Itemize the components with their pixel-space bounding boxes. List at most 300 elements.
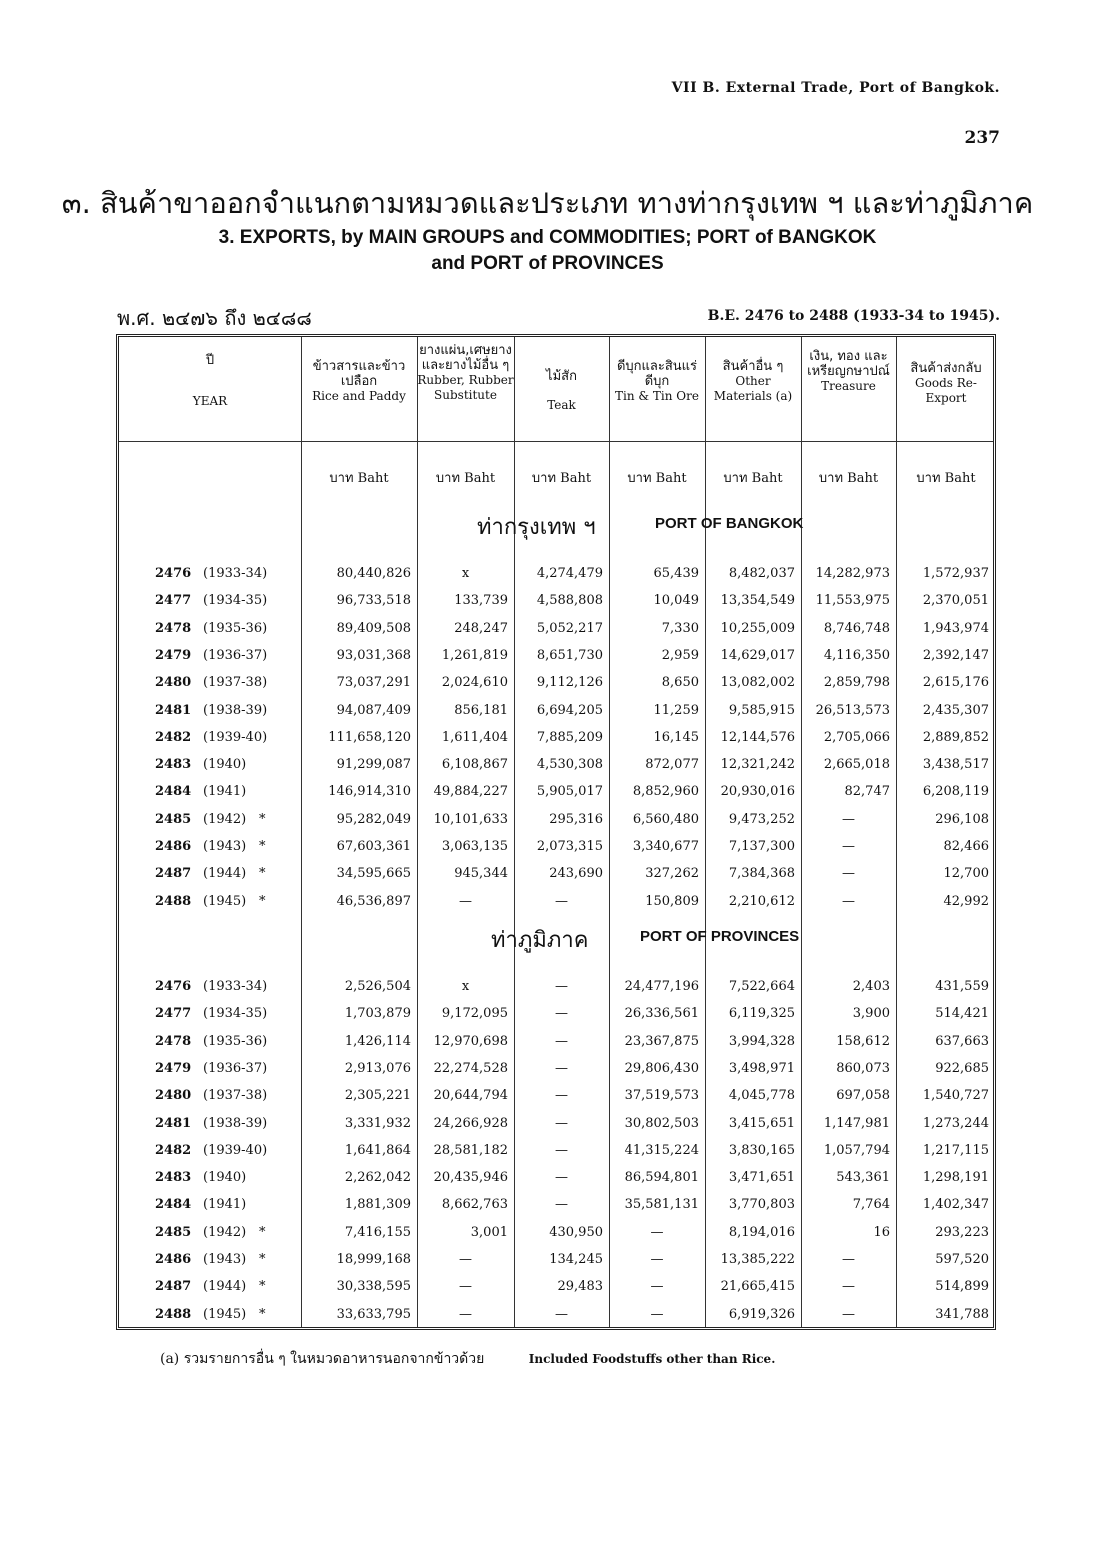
value-cell: 93,031,368 [336, 647, 411, 663]
year-ce-cell: (1934-35) [203, 1006, 268, 1022]
value-cell: 872,077 [645, 757, 699, 773]
year-be-cell: 2484 [155, 1197, 192, 1213]
footnote [160, 1348, 775, 1370]
value-cell: 1,943,974 [922, 620, 989, 636]
value-cell: 1,402,347 [922, 1197, 989, 1213]
section-title-english: PORT OF PROVINCES [640, 928, 800, 945]
year-be-cell: 2480 [155, 1088, 192, 1104]
value-cell: 89,409,508 [336, 620, 411, 636]
value-cell: 341,788 [935, 1306, 989, 1322]
value-cell: 2,262,042 [344, 1170, 411, 1186]
col-header-english: YEAR [192, 394, 228, 408]
year-ce-cell: (1936-37) [203, 1060, 268, 1076]
table-row [119, 1002, 999, 1029]
value-cell: 3,001 [470, 1224, 508, 1240]
value-cell: 11,259 [653, 702, 699, 718]
year-ce-cell: (1936-37) [203, 647, 268, 663]
value-cell: 7,384,368 [728, 866, 795, 882]
value-cell: 10,101,633 [433, 811, 508, 827]
value-cell: 1,147,981 [823, 1115, 890, 1131]
col-header-english: Treasure [821, 379, 876, 393]
value-cell: 13,385,222 [720, 1252, 795, 1267]
value-cell: 8,482,037 [728, 566, 795, 581]
col-header-thai: ปี [205, 353, 215, 368]
value-cell: — [555, 1306, 568, 1322]
value-cell: 2,959 [661, 647, 699, 663]
table-row [119, 780, 999, 807]
year-ce-cell: (1942) [203, 811, 247, 827]
value-cell: 6,108,867 [441, 757, 508, 773]
value-cell: 1,426,114 [344, 1033, 411, 1049]
value-cell: 3,471,651 [728, 1170, 795, 1186]
value-cell: 6,208,119 [922, 784, 989, 800]
value-cell: x [461, 566, 470, 581]
value-cell: 4,274,479 [536, 566, 603, 581]
year-ce-cell: (1933-34) [203, 979, 268, 994]
table-row [119, 617, 999, 644]
period-thai: พ.ศ. ๒๔๗๖ ถึง ๒๔๘๘ [117, 306, 312, 330]
value-cell: 2,305,221 [344, 1088, 411, 1104]
value-cell: x [461, 979, 470, 994]
title-english-line1: 3. EXPORTS, by MAIN GROUPS and COMMODITIES; PORT of BANGKOK [218, 227, 877, 248]
footnote-mark-cell: * [259, 893, 266, 909]
year-be-cell: 2487 [155, 1279, 192, 1295]
value-cell: 146,914,310 [328, 784, 411, 800]
value-cell: 8,651,730 [536, 647, 603, 663]
period-english: B.E. 2476 to 2488 (1933-34 to 1945). [707, 308, 1000, 324]
year-be-cell: 2476 [155, 979, 192, 994]
year-be-cell: 2478 [155, 620, 192, 636]
col-header-english: Tin & Tin Ore [615, 389, 699, 403]
value-cell: 3,770,803 [728, 1197, 795, 1213]
year-ce-cell: (1937-38) [203, 675, 268, 691]
value-cell: 6,694,205 [536, 702, 603, 718]
col-header-english: Rice and Paddy [312, 389, 406, 403]
year-ce-cell: (1938-39) [203, 702, 268, 718]
value-cell: 2,665,018 [823, 757, 890, 773]
unit-label: บาท Baht [329, 471, 389, 486]
value-cell: 7,416,155 [344, 1224, 411, 1240]
value-cell: — [842, 839, 855, 854]
value-cell: 10,049 [653, 593, 699, 609]
value-cell: — [555, 893, 568, 909]
value-cell: 5,052,217 [536, 620, 603, 636]
value-cell: 28,581,182 [433, 1142, 508, 1158]
value-cell: 431,559 [935, 979, 989, 994]
value-cell: 2,913,076 [344, 1060, 411, 1076]
value-cell: 2,889,852 [922, 729, 989, 745]
value-cell: 34,595,665 [336, 866, 411, 882]
value-cell: — [650, 1252, 664, 1267]
value-cell: 4,530,308 [536, 757, 603, 773]
col-header-other [705, 359, 801, 404]
section-title-bangkok [119, 509, 999, 539]
col-header-rice [301, 359, 417, 404]
year-ce-cell: (1945) [203, 893, 247, 909]
year-be-cell: 2478 [155, 1033, 192, 1049]
value-cell: 3,331,932 [344, 1115, 411, 1131]
col-header-year [119, 353, 301, 409]
value-cell: 3,994,328 [728, 1033, 795, 1049]
col-header-thai: ข้าวสารและข้าวเปลือก [312, 359, 406, 389]
year-be-cell: 2484 [155, 784, 192, 800]
value-cell: 3,498,971 [728, 1060, 795, 1076]
col-header-tin [609, 359, 705, 404]
year-be-cell: 2481 [155, 702, 192, 718]
value-cell: 248,247 [454, 620, 508, 636]
value-cell: 37,519,573 [624, 1088, 699, 1104]
value-cell: 7,137,300 [728, 839, 795, 854]
value-cell: 1,611,404 [441, 729, 508, 745]
value-cell: 20,435,946 [433, 1170, 508, 1186]
value-cell: 26,513,573 [815, 702, 890, 718]
title-english [0, 225, 1095, 277]
year-be-cell: 2479 [155, 1060, 192, 1076]
value-cell: — [555, 1033, 568, 1049]
value-cell: 42,992 [943, 893, 989, 909]
value-cell: 2,073,315 [536, 839, 603, 854]
col-header-thai: ยางแผ่น,เศษยางและยางไม้อื่น ๆ [419, 343, 512, 373]
value-cell: 21,665,415 [720, 1279, 795, 1295]
year-be-cell: 2483 [155, 1170, 192, 1186]
unit-label: บาท Baht [435, 471, 496, 486]
footnote-english: Included Foodstuffs other than Rice. [528, 1352, 776, 1366]
value-cell: 80,440,826 [336, 566, 411, 581]
value-cell: 82,466 [943, 839, 989, 854]
col-header-thai: เงิน, ทอง และเหรียญกษาปณ์ [807, 349, 890, 379]
year-ce-cell: (1937-38) [203, 1088, 268, 1104]
value-cell: 597,520 [935, 1252, 989, 1267]
year-ce-cell: (1935-36) [203, 1033, 268, 1049]
value-cell: 12,970,698 [433, 1033, 508, 1049]
value-cell: 922,685 [935, 1060, 989, 1076]
value-cell: 82,747 [844, 784, 890, 800]
value-cell: 22,274,528 [433, 1060, 508, 1076]
title-english-line2: and PORT of PROVINCES [431, 253, 664, 274]
table-row [119, 1248, 999, 1275]
value-cell: 543,361 [836, 1170, 890, 1186]
value-cell: 6,560,480 [632, 811, 699, 827]
table-row [119, 1084, 999, 1111]
value-cell: — [555, 1115, 568, 1131]
value-cell: 8,194,016 [728, 1224, 795, 1240]
value-cell: 13,082,002 [720, 675, 795, 691]
footnote-mark-cell: * [259, 1306, 266, 1322]
unit-label: บาท Baht [723, 471, 783, 486]
value-cell: 8,650 [661, 675, 699, 691]
value-cell: 9,585,915 [728, 702, 795, 718]
value-cell: — [842, 1252, 855, 1267]
value-cell: 1,641,864 [344, 1142, 411, 1158]
value-cell: 20,930,016 [720, 784, 795, 800]
value-cell: 296,108 [935, 811, 989, 827]
footnote-mark-cell: * [259, 1252, 266, 1267]
year-be-cell: 2487 [155, 866, 192, 882]
year-be-cell: 2480 [155, 675, 192, 691]
value-cell: 8,662,763 [441, 1197, 508, 1213]
year-be-cell: 2479 [155, 647, 192, 663]
year-be-cell: 2486 [155, 1252, 192, 1267]
value-cell: 514,421 [935, 1006, 989, 1022]
value-cell: 1,217,115 [922, 1142, 989, 1158]
value-cell: 29,806,430 [624, 1060, 699, 1076]
value-cell: 430,950 [549, 1224, 603, 1240]
value-cell: 2,210,612 [728, 893, 795, 909]
value-cell: 30,338,595 [336, 1279, 411, 1295]
table-row [119, 671, 999, 698]
section-title-english: PORT OF BANGKOK [655, 515, 804, 532]
value-cell: 91,299,087 [336, 757, 411, 773]
value-cell: 8,746,748 [823, 620, 890, 636]
table-row [119, 753, 999, 780]
value-cell: 23,367,875 [624, 1033, 699, 1049]
value-cell: 5,905,017 [536, 784, 603, 800]
year-ce-cell: (1935-36) [203, 620, 268, 636]
value-cell: 14,282,973 [815, 566, 890, 581]
year-be-cell: 2485 [155, 811, 192, 827]
value-cell: 2,392,147 [922, 647, 989, 663]
year-ce-cell: (1942) [203, 1224, 247, 1240]
year-be-cell: 2488 [155, 1306, 192, 1322]
year-be-cell: 2477 [155, 593, 192, 609]
value-cell: 24,266,928 [433, 1115, 508, 1131]
value-cell: 13,354,549 [720, 593, 795, 609]
value-cell: 2,435,307 [922, 702, 989, 718]
value-cell: 16 [873, 1224, 890, 1240]
section-title-provinces [119, 922, 999, 952]
value-cell: 7,330 [661, 620, 699, 636]
table-row [119, 1112, 999, 1139]
value-cell: 637,663 [935, 1033, 989, 1049]
value-cell: — [650, 1224, 664, 1240]
table-row [119, 890, 999, 917]
value-cell: 65,439 [653, 566, 699, 581]
value-cell: 24,477,196 [624, 979, 699, 994]
col-header-thai: ดีบุกและสินแร่ดีบุก [616, 359, 698, 389]
col-header-english: Goods Re-Export [915, 376, 977, 405]
value-cell: 35,581,131 [624, 1197, 699, 1213]
footnote-mark-cell: * [259, 811, 266, 827]
table-row [119, 1221, 999, 1248]
col-header-thai: สินค้าส่งกลับ [910, 361, 982, 376]
table-row [119, 1193, 999, 1220]
value-cell: — [555, 1170, 568, 1186]
value-cell: 3,340,677 [632, 839, 699, 854]
value-cell: — [842, 893, 855, 909]
col-header-english: Teak [547, 398, 576, 412]
footnote-thai: รวมรายการอื่น ๆ ในหมวดอาหารนอกจากข้าวด้วย [183, 1351, 485, 1367]
value-cell: 150,809 [645, 893, 699, 909]
value-cell: 6,119,325 [728, 1006, 795, 1022]
value-cell: 4,045,778 [728, 1088, 795, 1104]
value-cell: 295,316 [549, 811, 603, 827]
page-number: 237 [964, 128, 1000, 148]
exports-table [116, 334, 996, 1330]
year-ce-cell: (1941) [203, 784, 247, 800]
value-cell: 697,058 [836, 1088, 890, 1104]
table-row [119, 835, 999, 862]
value-cell: — [650, 1306, 664, 1322]
value-cell: — [459, 893, 472, 909]
unit-label: บาท Baht [818, 471, 879, 486]
value-cell: 9,473,252 [728, 811, 795, 827]
value-cell: — [555, 1142, 568, 1158]
table-row [119, 699, 999, 726]
value-cell: 95,282,049 [336, 811, 411, 827]
value-cell: — [842, 866, 855, 882]
value-cell: — [555, 1088, 568, 1104]
col-header-thai: สินค้าอื่น ๆ [722, 359, 784, 374]
footnote-mark-cell: * [259, 866, 266, 882]
running-head: VII B. External Trade, Port of Bangkok. [671, 80, 1000, 96]
value-cell: 67,603,361 [336, 839, 411, 854]
year-ce-cell: (1943) [203, 1252, 247, 1267]
value-cell: 26,336,561 [624, 1006, 699, 1022]
value-cell: 3,438,517 [922, 757, 989, 773]
year-be-cell: 2482 [155, 1142, 192, 1158]
col-header-reexport [896, 361, 996, 406]
value-cell: 1,261,819 [441, 647, 508, 663]
value-cell: 2,615,176 [922, 675, 989, 691]
value-cell: 2,370,051 [922, 593, 989, 609]
value-cell: 12,321,242 [720, 757, 795, 773]
value-cell: 12,144,576 [720, 729, 795, 745]
value-cell: 8,852,960 [632, 784, 699, 800]
value-cell: 293,223 [935, 1224, 989, 1240]
year-ce-cell: (1938-39) [203, 1115, 268, 1131]
value-cell: 7,764 [852, 1197, 890, 1213]
year-be-cell: 2485 [155, 1224, 192, 1240]
value-cell: 1,703,879 [344, 1006, 411, 1022]
value-cell: 133,739 [454, 593, 508, 609]
value-cell: 9,112,126 [536, 675, 603, 691]
col-header-thai: ไม้สัก [546, 369, 577, 384]
footnote-mark-cell: * [259, 839, 266, 854]
value-cell: 1,540,727 [922, 1088, 989, 1104]
value-cell: 2,859,798 [823, 675, 890, 691]
value-cell: 12,700 [943, 866, 989, 882]
value-cell: 158,612 [836, 1033, 890, 1049]
title-thai: ๓. สินค้าขาออกจำแนกตามหมวดและประเภท ทางท่ากรุงเทพ ฯ และท่าภูมิภาค [61, 186, 1034, 220]
value-cell: 46,536,897 [336, 893, 411, 909]
value-cell: 29,483 [557, 1279, 603, 1295]
year-be-cell: 2481 [155, 1115, 192, 1131]
footnote-label: (a) [160, 1351, 180, 1367]
value-cell: — [555, 1006, 568, 1022]
value-cell: 2,403 [852, 979, 890, 994]
year-ce-cell: (1941) [203, 1197, 247, 1213]
table-row [119, 1303, 999, 1330]
value-cell: 94,087,409 [336, 702, 411, 718]
value-cell: 73,037,291 [336, 675, 411, 691]
table-row [119, 1057, 999, 1084]
value-cell: 1,057,794 [823, 1142, 890, 1158]
value-cell: 14,629,017 [720, 647, 795, 663]
value-cell: 243,690 [549, 866, 603, 882]
table-row [119, 1275, 999, 1302]
value-cell: 9,172,095 [441, 1006, 508, 1022]
table-row [119, 1166, 999, 1193]
year-be-cell: 2483 [155, 757, 192, 773]
value-cell: 1,273,244 [922, 1115, 989, 1131]
value-cell: 7,885,209 [536, 729, 603, 745]
value-cell: 134,245 [549, 1252, 603, 1267]
value-cell: 7,522,664 [728, 979, 795, 994]
year-be-cell: 2482 [155, 729, 192, 745]
value-cell: 3,415,651 [728, 1115, 795, 1131]
value-cell: 20,644,794 [433, 1088, 508, 1104]
value-cell: 3,830,165 [728, 1142, 795, 1158]
unit-label: บาท Baht [531, 471, 592, 486]
value-cell: 514,899 [935, 1279, 989, 1295]
year-ce-cell: (1940) [203, 757, 247, 773]
value-cell: 96,733,518 [336, 593, 411, 609]
value-cell: — [459, 1279, 472, 1295]
year-ce-cell: (1943) [203, 839, 247, 854]
year-ce-cell: (1933-34) [203, 566, 268, 581]
table-row [119, 726, 999, 753]
value-cell: — [842, 1279, 855, 1295]
value-cell: — [459, 1252, 472, 1267]
value-cell: 86,594,801 [624, 1170, 699, 1186]
table-row [119, 589, 999, 616]
year-be-cell: 2488 [155, 893, 192, 909]
value-cell: — [459, 1306, 472, 1322]
col-header-teak [514, 369, 609, 413]
value-cell: 327,262 [645, 866, 699, 882]
col-header-english: Other Materials (a) [713, 374, 793, 403]
value-cell: 3,900 [852, 1006, 890, 1022]
table-row [119, 1030, 999, 1057]
value-cell: 111,658,120 [328, 729, 411, 745]
footnote-mark-cell: * [259, 1224, 266, 1240]
value-cell: — [555, 1060, 568, 1076]
value-cell: 1,298,191 [922, 1170, 989, 1186]
value-cell: 1,572,937 [922, 566, 989, 581]
value-cell: 2,526,504 [344, 979, 411, 994]
table-row [119, 1139, 999, 1166]
value-cell: 10,255,009 [720, 620, 795, 636]
value-cell: — [842, 1306, 855, 1322]
header-divider [119, 441, 993, 442]
value-cell: — [555, 979, 568, 994]
value-cell: 856,181 [454, 702, 508, 718]
col-header-treasure [801, 349, 896, 394]
value-cell: 16,145 [653, 729, 699, 745]
table-row [119, 808, 999, 835]
year-ce-cell: (1939-40) [203, 1142, 268, 1158]
value-cell: 41,315,224 [624, 1142, 699, 1158]
value-cell: — [555, 1197, 568, 1213]
value-cell: 2,024,610 [441, 675, 508, 691]
unit-label: บาท Baht [916, 471, 976, 486]
value-cell: 6,919,326 [728, 1306, 795, 1322]
value-cell: — [842, 811, 855, 827]
col-header-english: Rubber, Rubber Substitute [417, 373, 514, 402]
year-ce-cell: (1940) [203, 1170, 247, 1186]
year-ce-cell: (1934-35) [203, 593, 268, 609]
section-title-thai: ท่ากรุงเทพ ฯ [477, 515, 596, 540]
table-row [119, 862, 999, 889]
value-cell: — [650, 1279, 664, 1295]
table-row [119, 562, 999, 589]
value-cell: 2,705,066 [823, 729, 890, 745]
year-ce-cell: (1939-40) [203, 729, 268, 745]
year-ce-cell: (1944) [203, 1279, 247, 1295]
year-be-cell: 2486 [155, 839, 192, 854]
value-cell: 33,633,795 [336, 1306, 411, 1322]
year-ce-cell: (1945) [203, 1306, 247, 1322]
